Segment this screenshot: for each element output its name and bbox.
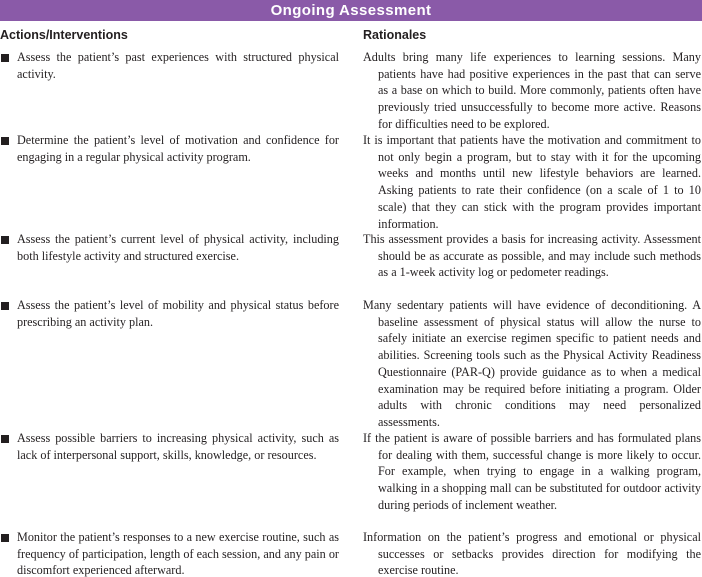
square-bullet-icon	[1, 236, 9, 244]
square-bullet-icon	[1, 137, 9, 145]
square-bullet-icon	[1, 534, 9, 542]
section-title: Ongoing Assessment	[270, 2, 432, 19]
rationale-text: Information on the patient’s progress and emotional or physical successes or setbacks provides direction for modifying the exercise routine.	[363, 530, 701, 577]
rationale-text: It is important that patients have the motivation and commitment to not only begin a program, but to stay with it for the upcoming weeks and months until new lifestyle behaviors are learned. Asking patients to rate their confidence (on a scale of 1 to 10 scale) that they can stick with the program provides important information.	[363, 133, 701, 231]
action-text: Assess possible barriers to increasing physical activity, such as lack of interpersonal support, skills, knowledge, or resources.	[17, 431, 339, 462]
action-cell	[0, 231, 339, 264]
actions-column-header: Actions/Interventions	[0, 28, 128, 42]
action-cell	[0, 132, 339, 165]
action-cell	[0, 297, 339, 330]
action-text: Assess the patient’s level of mobility and physical status before prescribing an activity plan.	[17, 298, 339, 329]
action-cell	[0, 49, 339, 82]
rationale-text: This assessment provides a basis for increasing activity. Assessment should be as accurate as possible, and may include such methods as a 1-week activity log or pedometer readings.	[363, 232, 701, 280]
action-text: Monitor the patient’s responses to a new exercise routine, such as frequency of participation, length of each session, and any pain or discomfort experienced afterward.	[17, 530, 339, 577]
action-text: Determine the patient’s level of motivation and confidence for engaging in a regular physical activity program.	[17, 133, 339, 164]
square-bullet-icon	[1, 435, 9, 443]
square-bullet-icon	[1, 302, 9, 310]
section-banner	[0, 0, 702, 21]
rationale-text: If the patient is aware of possible barriers and has formulated plans for dealing with them, successful change is more likely to occur. For example, when trying to engage in a walking program, walking in a shopping mall can be substituted for outdoor activity during periods of inclement weather.	[363, 431, 701, 512]
rationale-text: Adults bring many life experiences to learning sessions. Many patients have had positive experiences in the past that can serve as a base on which to build. More commonly, patients often have previously tried unsuccessfully to become more active. Reasons for difficulties need to be explored.	[363, 50, 701, 131]
action-text: Assess the patient’s current level of physical activity, including both lifestyle activity and structured exercise.	[17, 232, 339, 263]
rationales-column-header: Rationales	[363, 28, 427, 42]
action-cell	[0, 529, 339, 577]
square-bullet-icon	[1, 54, 9, 62]
action-cell	[0, 430, 339, 463]
rationale-text: Many sedentary patients will have evidence of deconditioning. A baseline assessment of physical status will allow the nurse to safely initiate an exercise regimen specific to patient needs and abilities. Screening tools such as the Physical Activity Readiness Questionnaire (PAR-Q) provide guidance as to when a medical examination may be required before initiating a program. Older adults with chronic conditions may need personalized assessments.	[363, 298, 701, 429]
action-text: Assess the patient’s past experiences with structured physical activity.	[17, 50, 339, 81]
